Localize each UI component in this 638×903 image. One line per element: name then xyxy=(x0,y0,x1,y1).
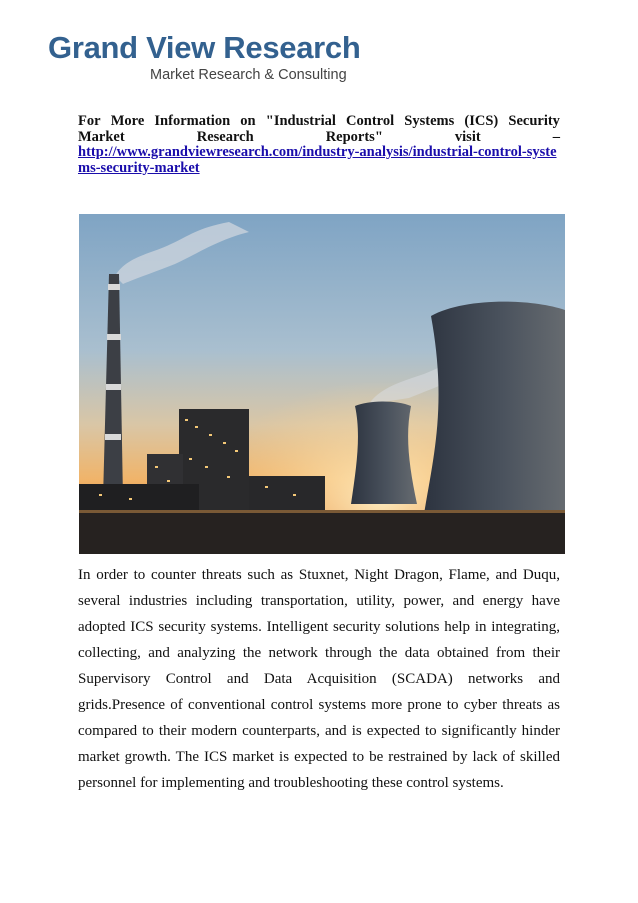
report-link[interactable]: http://www.grandviewresearch.com/industry-analysis/industrial-control-systems-security-market xyxy=(78,144,557,176)
info-word: More xyxy=(110,113,145,129)
info-word: Market xyxy=(78,128,125,145)
info-line-2 xyxy=(78,130,560,146)
company-logo xyxy=(48,30,361,84)
info-word: – xyxy=(552,128,560,145)
info-word: on xyxy=(240,113,256,129)
info-word: visit xyxy=(454,128,481,145)
info-word: "Industrial xyxy=(265,113,336,129)
info-word: Security xyxy=(508,113,560,129)
logo-title: Grand View Research xyxy=(48,30,361,65)
info-word: Systems xyxy=(404,113,455,129)
info-word: (ICS) xyxy=(464,113,499,129)
power-plant-image xyxy=(79,214,565,554)
info-word: Information xyxy=(154,113,231,129)
info-line-1 xyxy=(78,114,560,130)
info-word: For xyxy=(78,113,101,129)
info-word: Reports" xyxy=(325,128,383,145)
info-word: Control xyxy=(346,113,395,129)
body-paragraph: In order to counter threats such as Stuxnet, Night Dragon, Flame, and Duqu, several industries including transportation, utility, power, and energy have adopted ICS security systems. Intelligent security solutions help in integrating, collecting, and analyzing the network through the data obtained from their Supervisory Control and Data Acquisition (SCADA) networks and grids.Presence of conventional control systems more prone to cyber threats as compared to their modern counterparts, and is expected to significantly hinder market growth. The ICS market is expected to be restrained by lack of skilled personnel for implementing and troubleshooting these control systems. xyxy=(78,567,560,791)
logo-subtitle: Market Research & Consulting xyxy=(150,67,347,83)
info-word: Research xyxy=(196,128,254,145)
more-info-block xyxy=(78,114,560,176)
